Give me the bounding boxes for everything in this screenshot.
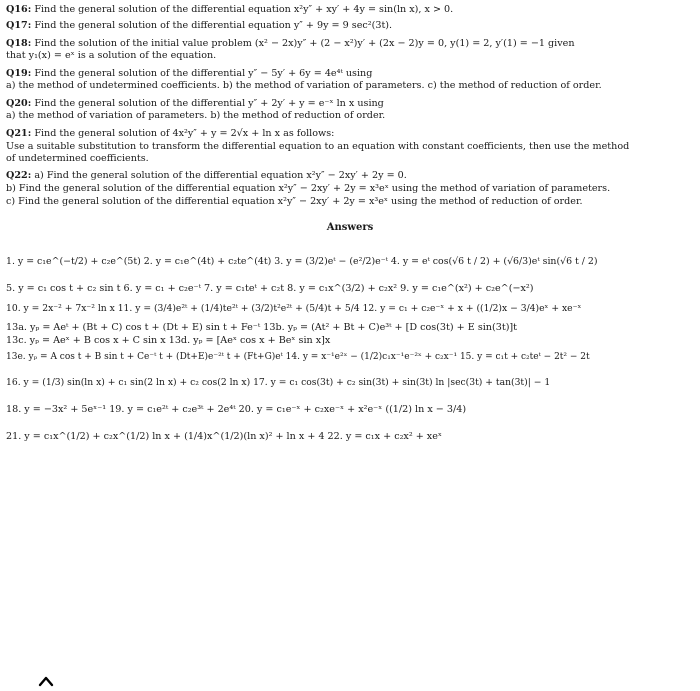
question-18 bbox=[6, 38, 694, 50]
question-text: Find the general solution of 4x²y″ + y = 2√x + ln x as follows: bbox=[34, 128, 335, 139]
answer-line-5: 13c. yₚ = Aeˣ + B cos x + C sin x 13d. yₚ = [Aeˣ cos x + Beˣ sin x]x bbox=[6, 335, 331, 346]
question-text: c) Find the general solution of the differential equation x²y″ − 2xy′ + 2y = x³eˣ using the method of reduction of order. bbox=[6, 196, 583, 207]
question-22 bbox=[6, 170, 694, 182]
question-text: Find the general solution of the differential y″ + 2y′ + y = e⁻ˣ ln x using bbox=[34, 98, 384, 109]
question-label: Q20: bbox=[6, 98, 32, 109]
question-20 bbox=[6, 98, 694, 110]
question-20-options bbox=[6, 110, 694, 122]
question-label: Q19: bbox=[6, 68, 32, 79]
question-text: a) Find the general solution of the differential equation x²y″ − 2xy′ + 2y = 0. bbox=[34, 170, 407, 181]
question-text: Find the general solution of the differential y″ − 5y′ + 6y = 4e⁴ᵗ using bbox=[34, 68, 373, 79]
question-label: Q17: bbox=[6, 20, 32, 31]
question-21-cont bbox=[6, 141, 694, 153]
answer-line-4: 13a. yₚ = Aeᵗ + (Bt + C) cos t + (Dt + E) sin t + Fe⁻ᵗ 13b. yₚ = (At² + Bt + C)e³ᵗ + [D cos(3t) + E sin(3t)]t bbox=[6, 322, 518, 333]
question-17 bbox=[6, 20, 694, 32]
question-text: Find the general solution of the differential equation x²y″ + xy′ + 4y = sin(ln x), x > 0. bbox=[34, 4, 454, 15]
question-19-options bbox=[6, 80, 694, 92]
answer-line-9: 21. y = c₁x^(1/2) + c₂x^(1/2) ln x + (1/4)x^(1/2)(ln x)² + ln x + 4 22. y = c₁x + c₂x² + xeˣ bbox=[6, 431, 442, 442]
question-text: Find the general solution of the differential equation y″ + 9y = 9 sec²(3t). bbox=[34, 20, 393, 31]
question-text: Find the solution of the initial value problem (x² − 2x)y″ + (2 − x²)y′ + (2x − 2)y = 0, y(1) = 2, y′(1) = −1 given bbox=[34, 38, 575, 49]
question-label: Q21: bbox=[6, 128, 32, 139]
question-text: of undetermined coefficients. bbox=[6, 153, 149, 164]
question-text: b) Find the general solution of the differential equation x²y″ − 2xy′ + 2y = x³eˣ using the method of variation of parameters. bbox=[6, 183, 611, 194]
up-arrow-icon[interactable] bbox=[38, 672, 54, 691]
answer-line-2: 5. y = c₁ cos t + c₂ sin t 6. y = c₁ + c₂e⁻ᵗ 7. y = c₁teᵗ + c₂t 8. y = c₁x^(3/2) + c₂x² 9. y = c₁e^(x²) + c₂e^(−x²) bbox=[6, 283, 534, 294]
question-text: Use a suitable substitution to transform the differential equation to an equation with constant coefficients, then use the method bbox=[6, 141, 630, 152]
answers-heading: Answers bbox=[326, 222, 374, 233]
question-22-c bbox=[6, 196, 694, 208]
question-18-cont bbox=[6, 50, 694, 62]
answer-line-8: 18. y = −3x² + 5eˣ⁻¹ 19. y = c₁e²ᵗ + c₂e³ᵗ + 2e⁴ᵗ 20. y = c₁e⁻ˣ + c₂xe⁻ˣ + x²e⁻ˣ ((1/2) ln x − 3/4) bbox=[6, 404, 467, 415]
question-19 bbox=[6, 68, 694, 80]
question-21 bbox=[6, 128, 694, 140]
question-label: Q16: bbox=[6, 4, 32, 15]
question-label: Q18: bbox=[6, 38, 32, 49]
question-21-cont2 bbox=[6, 153, 694, 165]
answer-line-3: 10. y = 2x⁻² + 7x⁻² ln x 11. y = (3/4)e²ᵗ + (1/4)te²ᵗ + (3/2)t²e²ᵗ + (5/4)t + 5/4 12. y = c₁ + c₂e⁻ˣ + x + ((1/2)x − 3/4)eˣ + xe⁻ˣ bbox=[6, 303, 582, 314]
question-text: a) the method of variation of parameters. b) the method of reduction of order. bbox=[6, 110, 386, 121]
answer-line-6: 13e. yₚ = A cos t + B sin t + Ce⁻ᵗ t + (Dt+E)e⁻²ᵗ t + (Ft+G)eᵗ 14. y = x⁻¹e²ˣ − (1/2)c₁x⁻¹e⁻²ˣ + c₂x⁻¹ 15. y = c₁t + c₂teᵗ − 2t² − 2t bbox=[6, 352, 590, 362]
question-label: Q22: bbox=[6, 170, 32, 181]
answer-line-1: 1. y = c₁e^(−t/2) + c₂e^(5t) 2. y = c₁e^(4t) + c₂te^(4t) 3. y = (3/2)eᵗ − (e²/2)e⁻ᵗ 4. y = eᵗ cos(√6 t / 2) + (√6/3)eᵗ sin(√6 t / 2) bbox=[6, 256, 598, 267]
up-arrow-icon-svg bbox=[38, 675, 54, 687]
question-text: that y₁(x) = eˣ is a solution of the equation. bbox=[6, 50, 217, 61]
question-22-b bbox=[6, 183, 694, 195]
answer-line-7: 16. y = (1/3) sin(ln x) + c₁ sin(2 ln x) + c₂ cos(2 ln x) 17. y = c₁ cos(3t) + c₂ sin(3t) + sin(3t) ln |sec(3t) + tan(3t)| − 1 bbox=[6, 377, 551, 388]
question-16 bbox=[6, 4, 694, 16]
question-text: a) the method of undetermined coefficients. b) the method of variation of parameters. c) the method of reduction of order. bbox=[6, 80, 602, 91]
